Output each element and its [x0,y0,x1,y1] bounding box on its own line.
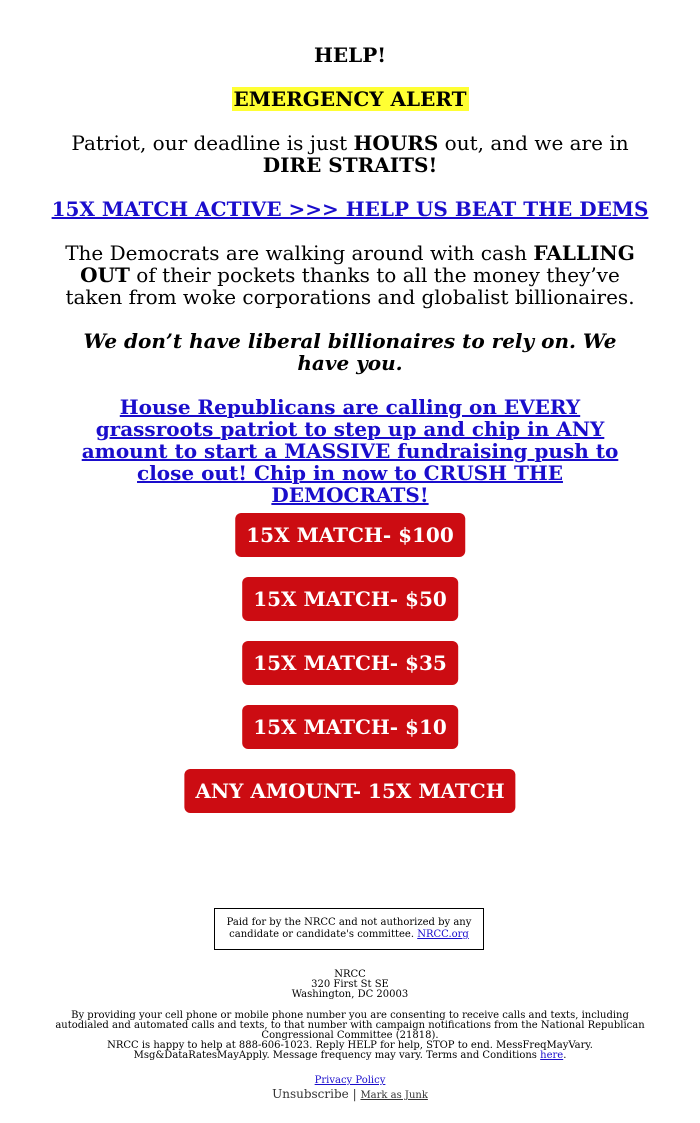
help-period: . [563,1050,567,1061]
democrats-paragraph [56,242,644,308]
address-city: Washington, DC 20003 [291,989,409,1000]
sms-help-text [46,1041,654,1061]
deadline-bold-hours: HOURS [353,131,439,155]
help-copy: NRCC is happy to help at 888-606-1023. Reply HELP for help, STOP to end. MessFreqMayVary. Msg&DataRatesMayApply. Message frequency may vary. Terms and Conditions [107,1040,593,1061]
donate-button-100[interactable]: 15X MATCH- $100 [235,513,465,557]
deadline-paragraph [56,132,644,176]
help-heading: HELP! [313,43,387,67]
address-street: 320 First St SE [311,979,389,990]
billionaires-paragraph: We don’t have liberal billionaires to rely on. We have you. [83,329,617,375]
donate-button-10[interactable]: 15X MATCH- $10 [242,705,458,749]
paid-for-disclaimer [214,908,484,950]
alert-heading [0,88,700,110]
call-to-action-paragraph [60,396,640,506]
unsubscribe-link[interactable]: Unsubscribe [272,1087,349,1101]
unsubscribe-row [0,1087,700,1103]
terms-here-link[interactable]: here [540,1050,564,1061]
mark-as-junk-link[interactable]: Mark as Junk [360,1090,428,1101]
democrats-bold: FALLING OUT [80,241,635,287]
sms-consent-text: By providing your cell phone or mobile phone number you are consenting to receive calls and texts, including autodialed and automated calls and texts, to that number with campaign notifications from the National Republican Congressional Committee (21818). [55,1010,645,1041]
disclaimer-text [223,917,475,941]
democrats-text-1: The Democrats are walking around with cash [65,241,534,265]
donate-button-35[interactable]: 15X MATCH- $35 [242,641,458,685]
footer-separator: | [348,1087,361,1101]
match-active-link-row [0,198,700,220]
donate-button-50[interactable]: 15X MATCH- $50 [242,577,458,621]
deadline-text-2: out, and we are in [438,131,629,155]
nrcc-org-link[interactable]: NRCC.org [417,929,469,940]
donate-button-any-amount[interactable]: ANY AMOUNT- 15X MATCH [184,769,515,813]
address-org: NRCC [334,969,366,980]
disclaimer-copy: Paid for by the NRCC and not authorized by any candidate or candidate's committee. [226,917,472,940]
privacy-policy-link[interactable]: Privacy Policy [314,1075,386,1086]
match-active-link[interactable]: 15X MATCH ACTIVE >>> HELP US BEAT THE DEMS [51,197,649,221]
deadline-text-1: Patriot, our deadline is just [71,131,354,155]
call-to-action-link[interactable]: House Republicans are calling on EVERY grassroots patriot to step up and chip in ANY amount to start a MASSIVE fundraising push to close out! Chip in now to CRUSH THE DEMOCRATS! [81,395,619,507]
privacy-row [0,1075,700,1087]
deadline-bold-dire: DIRE STRAITS! [262,153,438,177]
alert-highlight: EMERGENCY ALERT [233,87,467,111]
mailing-address [0,970,700,1000]
democrats-text-2: of their pockets thanks to all the money they’ve taken from woke corporations and globalist billionaires. [65,263,635,309]
